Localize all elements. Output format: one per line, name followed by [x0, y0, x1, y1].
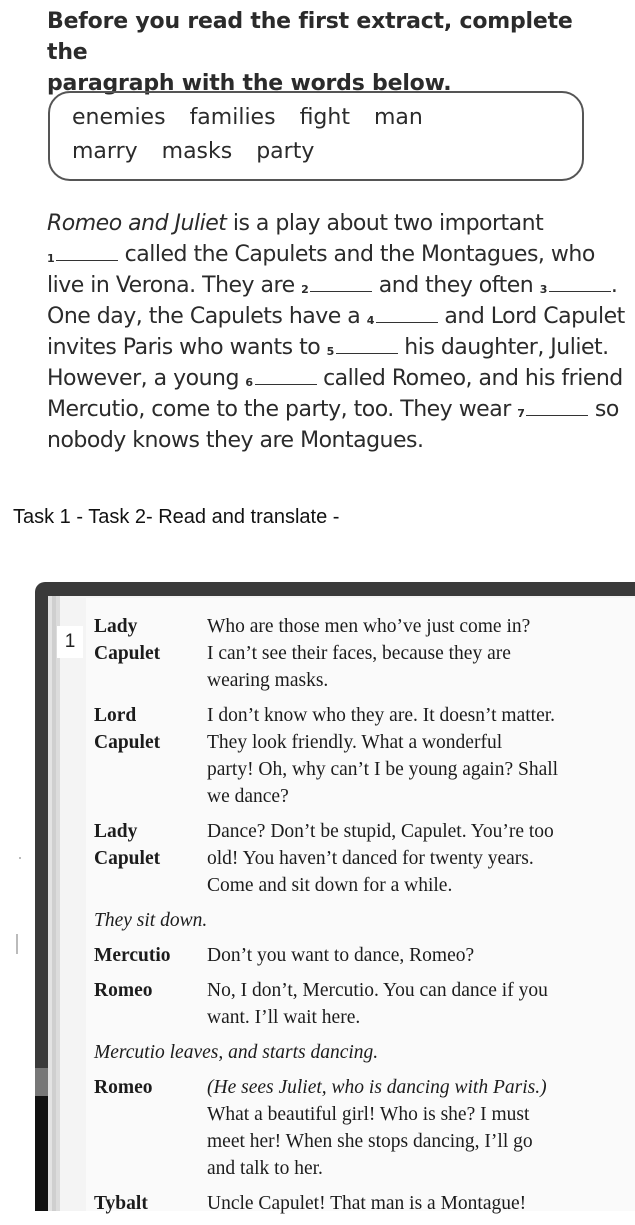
para-text: However, a young	[47, 366, 246, 391]
word-enemies: enemies	[72, 105, 166, 130]
speaker-name: Romeo	[94, 1077, 153, 1098]
gap-number-6: 6	[245, 376, 253, 389]
gap-number-7: 7	[517, 407, 525, 420]
para-text: and they often	[372, 273, 540, 298]
dialogue-lines: Dance? Don’t be stupid, Capulet. You’re too old! You haven’t danced for twenty years. Come and sit down for a while.	[207, 821, 554, 896]
instructions-line-1: Before you read the first extract, complete the	[47, 9, 573, 65]
para-text: One day, the Capulets have a	[47, 304, 367, 329]
para-text: so	[588, 397, 619, 422]
blank-6[interactable]	[255, 366, 317, 385]
blank-1[interactable]	[56, 242, 118, 261]
gap-number-3: 3	[539, 283, 547, 296]
para-text: and Lord Capulet	[437, 304, 625, 329]
para-text: Mercutio, come to the party, too. They wear	[47, 397, 518, 422]
dialogue-turn	[94, 1190, 634, 1217]
dialogue-lines: Uncle Capulet! That man is a Montague!	[207, 1193, 527, 1214]
gap-fill-paragraph	[47, 208, 635, 456]
dialogue-lines: No, I don’t, Mercutio. You can dance if you want. I’ll wait here.	[207, 980, 548, 1028]
blank-3[interactable]	[549, 273, 611, 292]
blank-2[interactable]	[310, 273, 372, 292]
para-text: invites Paris who wants to	[47, 335, 327, 360]
speaker-name: Lady Capulet	[94, 616, 161, 664]
word-families: families	[189, 105, 276, 130]
gap-number-5: 5	[326, 345, 334, 358]
word-party: party	[256, 139, 315, 164]
instructions-line-2: paragraph with the words below.	[47, 71, 452, 96]
extract-number: 1	[57, 626, 83, 658]
stage-direction: Mercutio leaves, and starts dancing.	[94, 1042, 379, 1063]
dialogue-lines: Who are those men who’ve just come in? I can’t see their faces, because they are wearing masks.	[207, 616, 531, 691]
speaker-name: Romeo	[94, 980, 153, 1001]
para-text: .	[610, 273, 618, 298]
dialogue-turn	[94, 977, 634, 1031]
book-spine-highlight	[35, 1068, 63, 1096]
speaker-name: Lord Capulet	[94, 705, 161, 753]
word-fight: fight	[299, 105, 350, 130]
speaker-name: Lady Capulet	[94, 821, 161, 869]
blank-7[interactable]	[526, 397, 588, 416]
gap-number-2: 2	[301, 283, 309, 296]
gap-number-4: 4	[366, 314, 374, 327]
speaker-name: Tybalt	[94, 1193, 148, 1214]
para-text: nobody knows they are Montagues.	[47, 428, 424, 453]
dialogue-lines: Don’t you want to dance, Romeo?	[207, 945, 475, 966]
word-row-2	[72, 139, 338, 164]
play-script	[94, 613, 634, 1225]
para-text: live in Verona. They are	[47, 273, 302, 298]
word-masks: masks	[161, 139, 233, 164]
play-title: Romeo and Juliet	[47, 211, 227, 236]
word-row-1	[72, 105, 447, 130]
stage-direction: They sit down.	[94, 910, 208, 931]
dialogue-turn	[94, 942, 634, 969]
dialogue-turn	[94, 1074, 634, 1182]
instructions	[47, 6, 617, 99]
dialogue-turn	[94, 818, 634, 899]
blank-5[interactable]	[336, 335, 398, 354]
scan-mark	[16, 934, 18, 954]
word-box	[48, 91, 584, 181]
scan-mark	[19, 857, 21, 859]
para-text: called Romeo, and his friend	[316, 366, 623, 391]
dialogue-turn	[94, 613, 634, 694]
word-man: man	[373, 105, 423, 130]
word-marry: marry	[72, 139, 138, 164]
speaker-name: Mercutio	[94, 945, 171, 966]
para-text: called the Capulets and the Montagues, who	[118, 242, 595, 267]
gap-number-1: 1	[47, 252, 55, 265]
para-text: is a play about two important	[226, 211, 544, 236]
dialogue-turn	[94, 702, 634, 810]
para-text: his daughter, Juliet.	[397, 335, 609, 360]
blank-4[interactable]	[376, 304, 438, 323]
dialogue-lines: I don’t know who they are. It doesn’t matter. They look friendly. What a wonderful party! Oh, why can’t I be young again? Shall we dance?	[207, 705, 559, 807]
task-label: Task 1 - Task 2- Read and translate -	[13, 506, 340, 528]
dialogue-lines: (He sees Juliet, who is dancing with Paris.) What a beautiful girl! Who is she? I must meet her! When she stops dancing, I’ll go and talk to her.	[207, 1077, 547, 1179]
